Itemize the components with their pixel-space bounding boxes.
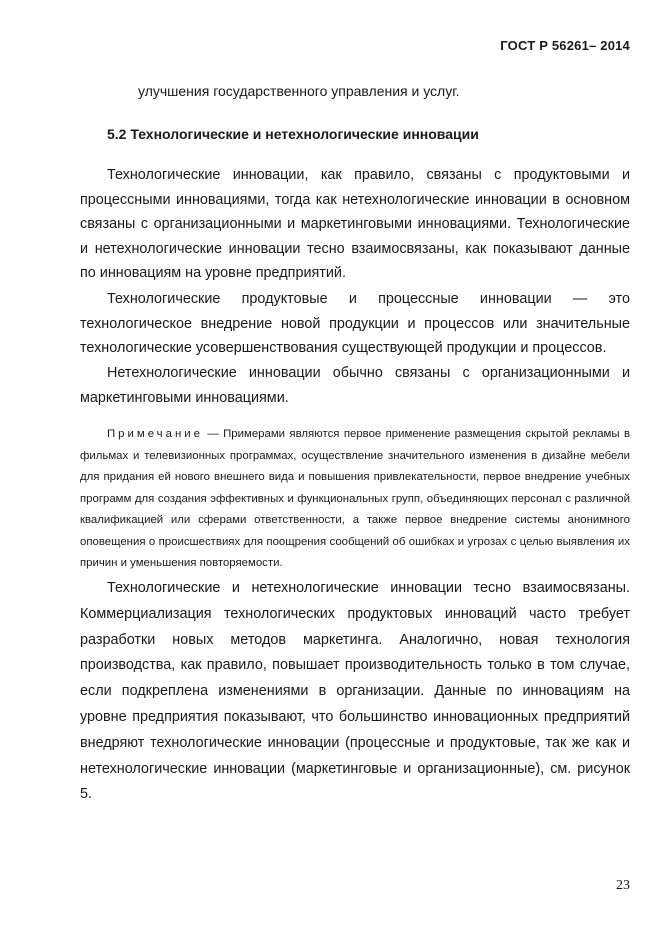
note-block	[80, 424, 630, 575]
page-number: 23	[616, 878, 630, 893]
continuation-line: улучшения государственного управления и услуг.	[138, 83, 460, 99]
paragraph: Технологические продуктовые и процессные инновации — это технологическое внедрение новой продукции и процессов или значительные технологические усовершенствования существующей продукции и процессов.	[80, 291, 630, 356]
note-text: — Примерами являются первое применение размещения скрытой рекламы в фильмах и телевизионных программах, осуществление значительного изменения в дизайне мебели для придания ей нового внешнего вида и повышения привлекательности, первое внедрение учебных программ для создания эффективных и функциональных групп, объединяющих персонал с различной квалификацией или сферами ответственности, а также первое внедрение системы анонимного оповещения о происшествиях для поощрения сообщений об ошибках и угрозах с целью выявления их причин и уменьшения повторяемости.	[80, 428, 630, 569]
paragraph: Технологические инновации, как правило, связаны с продуктовыми и процессными инновациями, тогда как нетехнологические инновации в основном связаны с организационными и маркетинговыми инновациями. Технологические и нетехнологические инновации тесно взаимосвязаны, как показывают данные по инновациям на уровне предприятий.	[80, 167, 630, 281]
document-header-code: ГОСТ Р 56261– 2014	[500, 38, 630, 53]
note-label: Примечание	[107, 428, 203, 440]
section-heading: 5.2 Технологические и нетехнологические инновации	[107, 126, 479, 142]
paragraph-final: Технологические и нетехнологические инновации тесно взаимосвязаны. Коммерциализация технологических продуктовых инноваций часто требует разработки новых методов маркетинга. Аналогично, новая технология производства, как правило, повышает производительность только в том случае, если подкреплена изменениями в организации. Данные по инновациям на уровне предприятия показывают, что большинство инновационных предприятий внедряют технологические инновации (процессные и продуктовые, так же как и нетехнологические инновации (маркетинговые и организационные), см. рисунок 5.	[80, 580, 630, 803]
paragraph: Нетехнологические инновации обычно связаны с организационными и маркетинговыми инновациями.	[80, 365, 630, 406]
